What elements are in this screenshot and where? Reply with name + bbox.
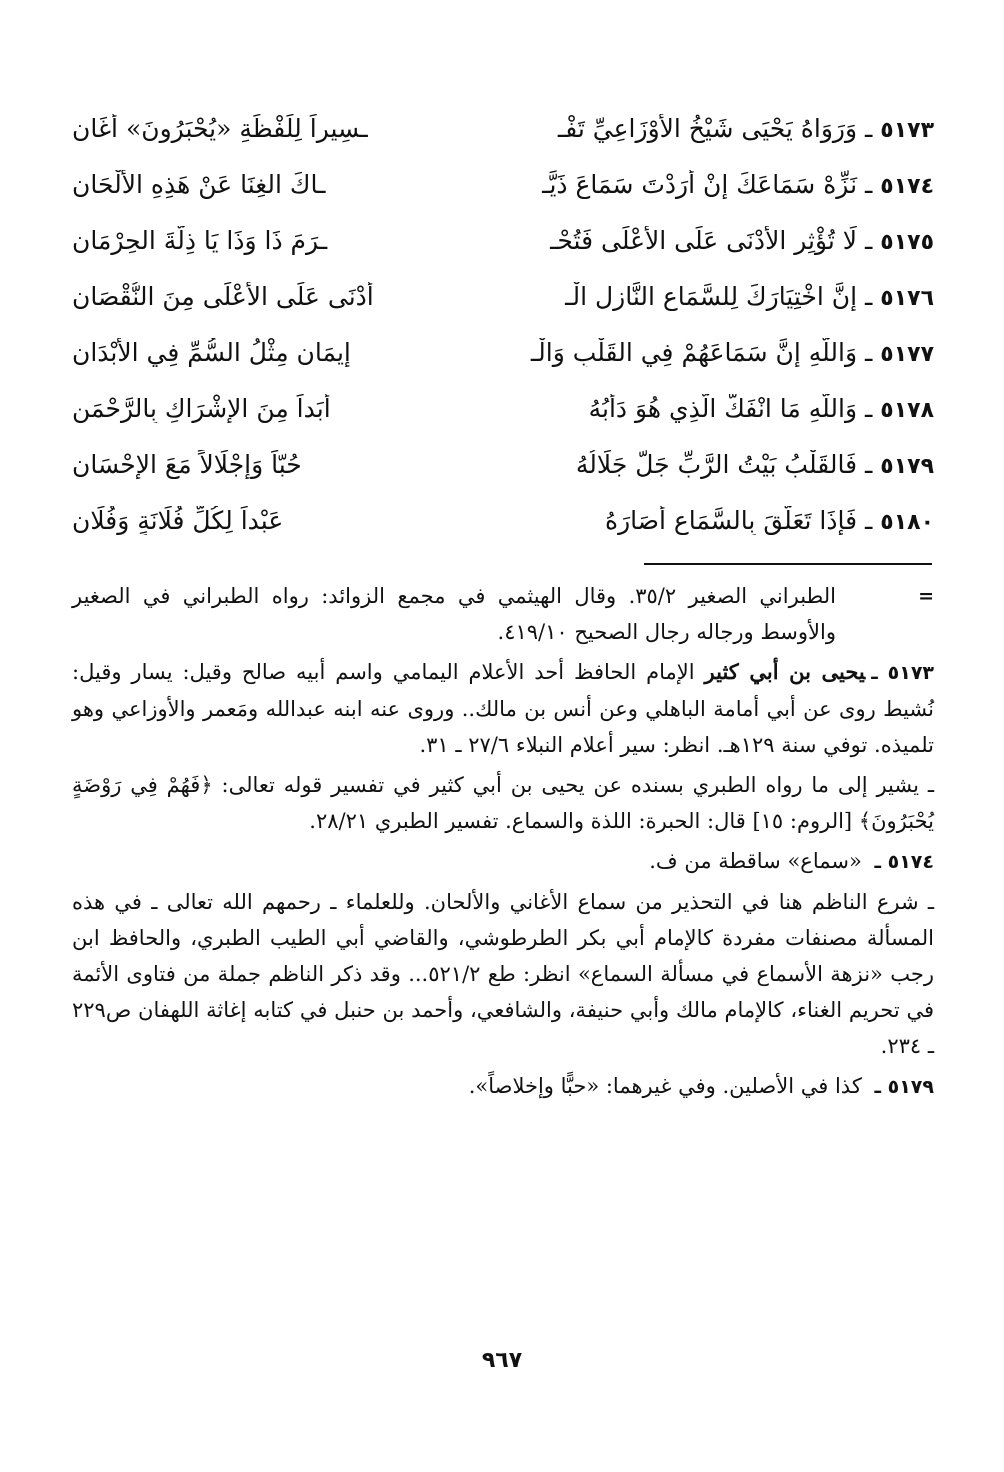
footnote-5179 — [72, 1068, 934, 1105]
footnote-text: كذا في الأصلين. وفي غيرهما: «حبًّا وإخلاصاً». — [468, 1074, 862, 1098]
verse-number: ٥١٧٨ — [880, 397, 934, 423]
verse-first-text: لَا تُؤْثِرِ الأَدْنَى عَلَى الأَعْلَى فَتُحْـ — [550, 225, 858, 255]
verse-second-hemistich: حُبّاً وَإِجْلَالاً مَعَ الإِحْسَانِ — [72, 449, 302, 479]
verse-line — [72, 492, 934, 548]
footnote-label: = — [918, 585, 934, 607]
verse-line — [72, 324, 934, 380]
verse-second-hemistich: أَبَداً مِنَ الإِشْرَاكِ بِالرَّحْمَنِ — [72, 393, 331, 423]
verse-number: ٥١٧٧ — [880, 341, 934, 367]
verse-line — [72, 212, 934, 268]
verse-second-hemistich: عَبْداً لِكُلِّ فُلَانَةٍ وَفُلَانِ — [72, 505, 284, 535]
footnote-text: ـ شرع الناظم هنا في التحذير من سماع الأغاني والألحان. وللعلماء ـ رحمهم الله تعالى ـ في هذه المسألة مصنفات مفردة كالإمام أبي بكر الطرطوشي، والقاضي أبي الطيب الطبري، والحافظ ابن رجب «نزهة الأسماع في مسألة السماع» انظر: طع ٥٢١/٢... وقد ذكر الناظم جملة من فتاوى الأئمة في تحريم الغناء، كالإمام مالك وأبي حنيفة، والشافعي، وأحمد بن حنبل في كتابه إغاثة اللهفان ص٢٢٩ ـ ٢٣٤. — [72, 890, 934, 1058]
verse-line — [72, 380, 934, 436]
footnote-label: ٥١٧٤ ـ — [874, 851, 934, 873]
footnote-5173 — [72, 654, 934, 763]
verse-first-text: وَاللَّهِ إِنَّ سَمَاعَهُمْ فِي القَلْبِ وَالْـ — [530, 337, 858, 367]
verse-second-hemistich: ـاكَ الغِنَا عَنْ هَذِهِ الأَلْحَانِ — [72, 169, 326, 199]
verse-first-hemistich: ٥١٧٩ ـ فَالقَلْبُ بَيْتُ الرَّبِّ جَلَّ جَلَالُهُ — [575, 449, 934, 479]
verse-first-hemistich: ٥١٧٦ ـ إِنَّ اخْتِيَارَكَ لِلسَّمَاعِ النَّازِلِ الْـ — [565, 281, 934, 311]
verse-first-hemistich: ٥١٧٨ ـ وَاللَّهِ مَا انْفَكَّ الَّذِي هُوَ دَأْبُهُ — [588, 393, 934, 423]
footnotes — [72, 578, 934, 1109]
footnote-5174 — [72, 843, 934, 880]
verse-first-hemistich: ٥١٨٠ ـ فَإِذَا تَعَلَّقَ بِالسَّمَاعِ أَصَارَهُ — [604, 505, 934, 535]
footnote-5173-continuation — [72, 767, 934, 839]
verse-first-text: وَرَوَاهُ يَحْيَى شَيْخُ الأَوْزَاعِيِّ تَفْـ — [557, 113, 858, 143]
verse-block — [72, 100, 934, 548]
verse-number: ٥١٨٠ — [880, 509, 934, 535]
footnote-text: الإمام الحافظ أحد الأعلام اليمامي واسم أبيه صالح وقيل: يسار وقيل: نُشيط روى عن أبي أمامة الباهلي وعن أنس بن مالك.. وروى عنه ابنه عبدالله ومَعمر والأوزاعي وهو تلميذه. توفي سنة ١٢٩هـ. انظر: سير أعلام النبلاء ٢٧/٦ ـ ٣١. — [72, 660, 934, 757]
verse-first-text: فَالقَلْبُ بَيْتُ الرَّبِّ جَلَّ جَلَالُهُ — [575, 449, 858, 479]
verse-first-hemistich: ٥١٧٧ ـ وَاللَّهِ إِنَّ سَمَاعَهُمْ فِي القَلْبِ وَالْـ — [530, 337, 934, 367]
footnote-label: ٥١٧٣ ـ — [871, 662, 935, 684]
verse-first-hemistich: ٥١٧٥ ـ لَا تُؤْثِرِ الأَدْنَى عَلَى الأَعْلَى فَتُحْـ — [550, 225, 934, 255]
verse-first-text: إِنَّ اخْتِيَارَكَ لِلسَّمَاعِ النَّازِلِ الْـ — [565, 281, 858, 311]
verse-first-hemistich: ٥١٧٤ ـ نَزِّهْ سَمَاعَكَ إِنْ أَرَدْتَ سَمَاعَ ذَيَّـ — [542, 169, 934, 199]
verse-second-hemistich: ـرَمَ ذَا وَذَا يَا ذِلَّةَ الحِرْمَانِ — [72, 225, 328, 255]
verse-line — [72, 436, 934, 492]
footnote-person-name: يحيى بن أبي كثير — [704, 659, 866, 684]
verse-number: ٥١٧٦ — [880, 285, 934, 311]
verse-first-text: نَزِّهْ سَمَاعَكَ إِنْ أَرَدْتَ سَمَاعَ ذَيَّـ — [542, 169, 858, 199]
verse-second-hemistich: إِيمَانِ مِثْلُ السُّمِّ فِي الأَبْدَانِ — [72, 337, 351, 367]
verse-line — [72, 268, 934, 324]
verse-first-text: فَإِذَا تَعَلَّقَ بِالسَّمَاعِ أَصَارَهُ — [604, 505, 858, 535]
verse-first-text: وَاللَّهِ مَا انْفَكَّ الَّذِي هُوَ دَأْبُهُ — [588, 393, 858, 423]
footnote-text: ـ يشير إلى ما رواه الطبري بسنده عن يحيى بن أبي كثير في تفسير قوله تعالى: ﴿فَهُمْ فِي رَوْضَةٍ يُحْبَرُونَ﴾ [الروم: ١٥] قال: الحبرة: اللذة والسماع. تفسير الطبري ٢٨/٢١. — [72, 773, 934, 833]
verse-number: ٥١٧٣ — [880, 117, 934, 143]
footnote-continued — [72, 578, 934, 650]
verse-number: ٥١٧٤ — [880, 173, 934, 199]
verse-number: ٥١٧٩ — [880, 453, 934, 479]
footnote-text: الطبراني الصغير ٣٥/٢. وقال الهيثمي في مجمع الزوائد: رواه الطبراني في الصغير والأوسط ورجاله رجال الصحيح ٤١٩/١٠. — [72, 584, 836, 644]
verse-line — [72, 100, 934, 156]
verse-second-hemistich: أَدْنَى عَلَى الأَعْلَى مِنَ النُّقْصَانِ — [72, 281, 374, 311]
footnote-label: ٥١٧٩ ـ — [874, 1076, 934, 1098]
footnote-text: «سماع» ساقطة من ف. — [649, 849, 862, 873]
verse-line — [72, 156, 934, 212]
footnote-separator — [644, 563, 932, 565]
verse-first-hemistich: ٥١٧٣ ـ وَرَوَاهُ يَحْيَى شَيْخُ الأَوْزَاعِيِّ تَفْـ — [557, 113, 934, 143]
page-number: ٩٦٧ — [481, 1348, 523, 1373]
footnote-5174-continuation — [72, 884, 934, 1064]
verse-second-hemistich: ـسِيراً لِلَفْظَةِ «يُحْبَرُونَ» أَغَانِ — [72, 113, 368, 143]
verse-number: ٥١٧٥ — [880, 229, 934, 255]
